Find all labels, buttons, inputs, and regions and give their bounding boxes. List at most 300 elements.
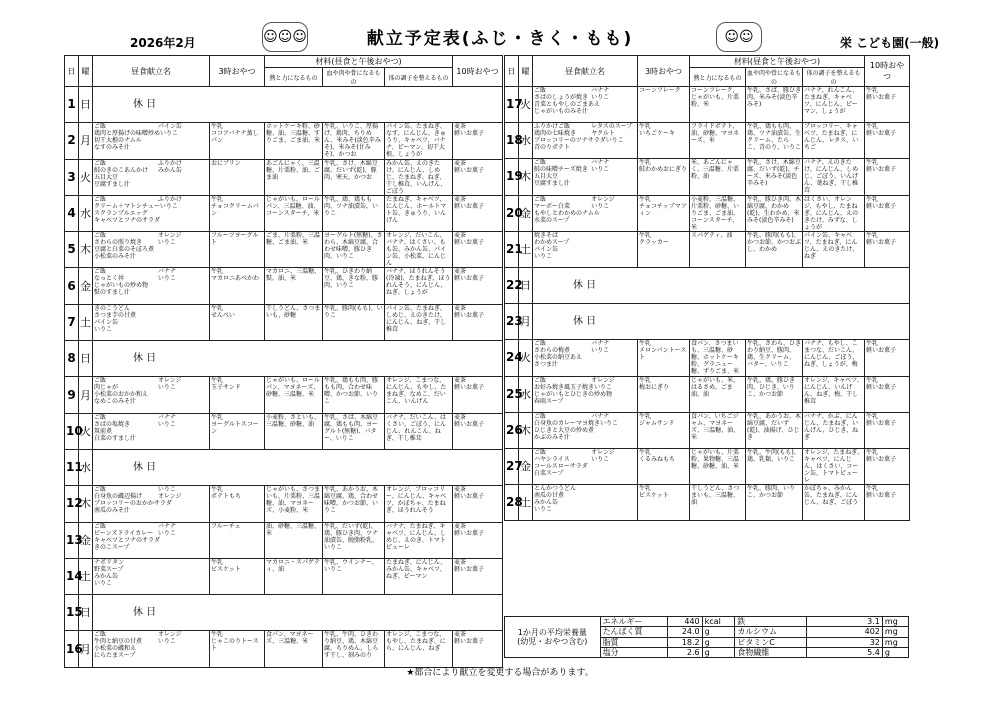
- header-dow: 曜: [79, 56, 93, 87]
- dish-name: 五目大豆: [534, 173, 559, 181]
- body-building-foods: 牛乳、ひきわり納豆、鶏、きな粉、豚肉、いりこ: [323, 268, 385, 304]
- day-number: 25: [505, 376, 519, 412]
- afternoon-snack: おにプリン: [210, 159, 265, 195]
- menu-line: [534, 384, 636, 391]
- side-item: [158, 137, 208, 144]
- nutrient-value: 18.2: [667, 637, 702, 647]
- side-item: [591, 361, 636, 368]
- day-row: [505, 448, 910, 484]
- menu-cell: [533, 231, 638, 267]
- dish-name: 小松菜の納豆あえ: [534, 354, 583, 362]
- nutrient-unit: mg: [882, 637, 908, 647]
- day-number: 8: [65, 341, 79, 377]
- day-of-week: 火: [79, 413, 93, 449]
- afternoon-snack: 牛乳 玉子サンド: [210, 377, 265, 413]
- side-item: [158, 319, 208, 326]
- side-item: [591, 217, 636, 224]
- menu-line: [94, 645, 208, 652]
- menu-line: [94, 181, 208, 188]
- day-row: [65, 413, 503, 449]
- dish-name: 野菜スープ: [94, 565, 124, 573]
- menu-line: [534, 203, 636, 210]
- body-building-foods: 牛乳、豚肉(もも)、かつお節、かつおぶし、わかめ: [746, 231, 803, 267]
- day-number: 23: [505, 304, 519, 340]
- regulating-foods: オレンジ、だいこん、バナナ、はくさい、もも缶、みかん缶、パイン缶、小松菜、にんじん: [385, 232, 453, 268]
- body-building-foods: 牛乳、あかうお、木綿豆腐、だいず(乾)、油揚げ、ひじき: [746, 412, 803, 448]
- nutrient-value: 440: [667, 617, 702, 627]
- dish-name: 白菜のすまし汁: [94, 434, 137, 442]
- children-illustration-icon: ☺☺☺: [262, 22, 308, 52]
- day-row: [65, 341, 503, 377]
- regulating-foods: はくさい、オレンジ、もやし、たまねぎ、にんじん、えのきたけ、みずな、しょうが: [803, 195, 865, 231]
- day-number: 9: [65, 377, 79, 413]
- afternoon-snack: 牛乳 いちごケーキ: [638, 123, 690, 159]
- menu-cell: [533, 376, 638, 412]
- morning-snack: 麦茶 軽いお菓子: [453, 413, 503, 449]
- menu-line: [94, 210, 208, 217]
- day-of-week: 金: [519, 195, 533, 231]
- side-item: いりこ: [157, 275, 176, 283]
- day-number: 20: [505, 195, 519, 231]
- nutrient-unit: g: [702, 627, 735, 637]
- dish-name: ふりかけご飯: [534, 123, 571, 131]
- side-item: [591, 506, 636, 513]
- morning-snack: 牛乳 軽いお菓子: [865, 123, 910, 159]
- body-building-foods: 牛乳、鶏もも肉、豚もも肉、合わせ味噌、かつお節、いりこ: [323, 377, 385, 413]
- day-row: [65, 486, 503, 522]
- regulating-foods: かぼちゃ、みかん缶、たまねぎ、にんじん、ねぎ、ごぼう: [803, 485, 865, 521]
- day-number: 12: [65, 486, 79, 522]
- side-item: いりこ: [591, 202, 610, 210]
- nutrient-name: 鉄: [735, 617, 807, 627]
- day-row: [505, 87, 910, 123]
- menu-line: [534, 361, 636, 368]
- regulating-foods: バナナ、えのきたけ、にんじん、しめじ、ごぼう、いんげん、葉ねぎ、干し椎茸: [803, 159, 865, 195]
- day-number: 4: [65, 195, 79, 231]
- body-building-foods: 牛乳、ウインナー、いりこ: [323, 558, 385, 594]
- energy-foods: 干しうどん、さつまいも、砂糖: [265, 304, 323, 340]
- menu-line: [534, 377, 636, 384]
- side-item: [591, 232, 636, 239]
- dish-name: 水菜のスープ: [534, 216, 570, 224]
- day-row: [65, 87, 503, 123]
- day-row: [505, 159, 910, 195]
- body-building-foods: 牛乳、牛肉、ひきわり納豆、鶏、木綿豆腐、ちりめん、しらす干し、刻みのり: [323, 631, 385, 667]
- energy-foods: 小麦粉、三温糖、片栗粉、砂糖、いりごま、ごま油、コーンスターチ、米: [690, 195, 746, 231]
- body-building-foods: 牛乳、さば、木綿豆腐、鶏もも肉、ヨーグルト(無糖)、バター、いりこ: [323, 413, 385, 449]
- menu-line: [94, 523, 208, 530]
- header-snack3: 3時おやつ: [210, 56, 265, 87]
- dish-name: お好み焼き風玉子焼き: [534, 383, 595, 391]
- side-item: オレンジ: [157, 631, 182, 639]
- regulating-foods: バナナ、だいこん、はくさい、ごぼう、にんじん、れんこん、ねぎ、干し椎茸: [385, 413, 453, 449]
- menu-cell: [93, 377, 210, 413]
- day-of-week: 水: [519, 123, 533, 159]
- morning-snack: 麦茶 軽いお菓子: [453, 522, 503, 558]
- energy-foods: ホットケーキ粉、砂糖、油、三温糖、すりごま、ごま油、米: [265, 123, 323, 159]
- regulating-foods: パイン缶、キャベツ、たまねぎ、にんじん、えのきたけ、ねぎ: [803, 231, 865, 267]
- side-item: [600, 101, 636, 108]
- dish-name: いりこ: [94, 325, 113, 333]
- dish-name: ご飯: [94, 232, 107, 240]
- regulating-foods: パイン缶、たまねぎ、しめじ、えのきたけ、にんじん、ねぎ、干し椎茸: [385, 304, 453, 340]
- afternoon-snack: 牛乳 マカロニあべかわ: [210, 268, 265, 304]
- dish-name: 筑前煮: [94, 427, 113, 435]
- day-number: 15: [65, 595, 79, 631]
- menu-line: [94, 253, 208, 260]
- dish-name: 白菜スープ: [534, 469, 564, 477]
- menu-cell: [93, 232, 210, 268]
- dish-name: ビーンズドライカレー: [94, 529, 154, 537]
- dish-name: ご飯: [534, 340, 547, 348]
- dish-name: 小松菜のおかか和え: [94, 391, 149, 399]
- menu-cell: [93, 522, 210, 558]
- nutrient-value: 24.0: [667, 627, 702, 637]
- afternoon-snack: 牛乳 鮭わかめおにぎり: [638, 159, 690, 195]
- menu-line: [94, 289, 208, 296]
- side-item: [591, 485, 636, 492]
- day-of-week: 日: [79, 341, 93, 377]
- side-item: [158, 566, 208, 573]
- dish-name: ブロッコリーのおかかサラダ: [94, 500, 172, 508]
- menu-cell: [93, 195, 210, 231]
- body-building-foods: 牛乳、いりこ、厚揚げ、鶏肉、ちりめん、米みそ(淡色辛みそ)、米みそ(甘みそ)、かつお: [323, 123, 385, 159]
- side-item: [160, 217, 208, 224]
- afternoon-snack: コーンフレーク: [638, 87, 690, 123]
- dish-name: わかめスープ: [534, 238, 570, 246]
- day-of-week: 土: [519, 231, 533, 267]
- dish-name: 南瓜のみそ汁: [94, 507, 131, 515]
- dish-name: ご飯: [94, 413, 107, 421]
- dish-name: 肉じゃが: [94, 384, 119, 392]
- day-row: [65, 195, 503, 231]
- menu-line: [94, 580, 208, 587]
- dish-name: 春雨スープ: [534, 397, 564, 405]
- header-snack10: 10時おやつ: [453, 56, 503, 87]
- regulating-foods: パイン缶、たまねぎ、なす、にんじん、きゅうり、キャベツ、バナナ、ピーマン、切干大根、しょうが: [385, 123, 453, 159]
- side-item: バナナ: [591, 412, 610, 420]
- menu-cell: [93, 631, 210, 667]
- side-item: いりこ: [157, 638, 176, 646]
- energy-foods: 食パン、いちごジャム、マヨネーズ、三温糖、油、米: [690, 412, 746, 448]
- side-item: いりこ: [591, 455, 610, 463]
- dish-name: ご飯: [534, 87, 547, 94]
- afternoon-snack: フルーツヨーグルト: [210, 232, 265, 268]
- morning-snack: 牛乳 軽いお菓子: [865, 485, 910, 521]
- morning-snack: 麦茶 軽いお菓子: [453, 232, 503, 268]
- morning-snack: 牛乳 軽いお菓子: [865, 340, 910, 376]
- header-red: 熱と力になるもの: [690, 68, 746, 87]
- energy-foods: ごま、片栗粉、三温糖、ごま油、米: [265, 232, 323, 268]
- dish-name: 南瓜の甘煮: [534, 492, 565, 500]
- nutrition-summary: [504, 616, 909, 658]
- header-red: 熱と力になるもの: [265, 68, 323, 87]
- regulating-foods: ブロッコリー、キャベツ、たまねぎ、にんじん、レタス、いちご: [803, 123, 865, 159]
- morning-snack: 麦茶 軽いお菓子: [453, 631, 503, 667]
- regulating-foods: バナナ、かぶ、にんじん、たまねぎ、いんげん、ひじき、ねぎ: [803, 412, 865, 448]
- body-building-foods: ヨーグルト(無糖)、さわら、木綿豆腐、合わせ味噌、豚ひき肉、いりこ: [323, 232, 385, 268]
- menu-line: [94, 398, 208, 405]
- holiday-label: 休 日: [533, 304, 910, 340]
- menu-line: [534, 217, 636, 224]
- menu-table-right: [504, 55, 910, 521]
- menu-line: [534, 94, 636, 101]
- dish-name: ご飯: [534, 376, 547, 384]
- dish-name: キャベツとツナのサラダ: [94, 536, 160, 544]
- energy-foods: マカロニ、三温糖、麩、油、米: [265, 268, 323, 304]
- dish-name: きのこスープ: [94, 543, 130, 551]
- side-item: [158, 282, 208, 289]
- side-item: [591, 492, 636, 499]
- dish-name: 青のりポテト: [534, 144, 571, 152]
- nutrient-name: エネルギー: [600, 617, 667, 627]
- menu-line: [94, 652, 208, 659]
- day-number: 19: [505, 159, 519, 195]
- dish-name: にらたまスープ: [94, 652, 136, 660]
- morning-snack: 牛乳 軽いお菓子: [865, 195, 910, 231]
- side-item: [158, 391, 208, 398]
- side-item: [591, 253, 636, 260]
- dish-name: キャベツとツナのサラダ: [94, 216, 160, 224]
- dish-name: ハヤシライス: [534, 455, 570, 463]
- side-item: いりこ: [160, 130, 179, 138]
- body-building-foods: 牛乳、さけ、木綿豆腐、だいず(乾)、チーズ、米みそ(淡色辛みそ): [746, 159, 803, 195]
- regulating-foods: バナナ、もやし、こまつな、だいこん、にんじん、ごぼう、ねぎ、しょうが、梅: [803, 340, 865, 376]
- menu-line: [534, 196, 636, 203]
- dish-name: ブロッコリーのツナサラダ: [534, 137, 606, 145]
- day-row: [65, 595, 503, 631]
- side-item: [158, 652, 208, 659]
- energy-foods: 米、あごんにゃく、三温糖、片栗粉、油: [690, 159, 746, 195]
- energy-foods: マカロニ・スパゲティ、油: [265, 558, 323, 594]
- body-building-foods: 牛乳、さば、豚ひき肉、米みそ(淡色辛みそ): [746, 87, 803, 123]
- day-of-week: 月: [519, 304, 533, 340]
- side-item: [591, 470, 636, 477]
- body-building-foods: 牛乳、鶏、鶏もも肉、ツナ油漬缶、いりこ: [323, 195, 385, 231]
- body-building-foods: 牛乳、鶏、豚ひき肉、ひじき、いりこ、かつお節: [746, 376, 803, 412]
- page-title: 献立予定表(ふじ・きく・もも): [366, 29, 634, 49]
- nutrient-name: 食物繊維: [735, 647, 807, 657]
- morning-snack: 麦茶 軽いお菓子: [453, 486, 503, 522]
- body-building-foods: 牛乳、豚ひき肉、木綿豆腐、わかめ(乾)、生わかめ、米みそ(淡色辛みそ): [746, 195, 803, 231]
- morning-snack: 麦茶 軽いお菓子: [453, 195, 503, 231]
- side-item: いりこ: [157, 486, 176, 494]
- dish-name: マーボー白菜: [534, 202, 571, 210]
- body-building-foods: 牛乳、さけ、木綿豆腐、だいず(乾)、豚肉、寒天、かつお: [323, 159, 385, 195]
- menu-line: [94, 544, 208, 551]
- menu-cell: [533, 87, 638, 123]
- regulating-foods: たまねぎ、にんじん、みかん缶、キャベツ、ねぎ、ピーマン: [385, 558, 453, 594]
- dish-name: さつま芋の甘煮: [94, 311, 137, 319]
- day-of-week: 木: [79, 232, 93, 268]
- side-item: オレンジ: [157, 493, 182, 501]
- menu-line: [94, 305, 208, 312]
- day-number: 7: [65, 304, 79, 340]
- school-name: 栄 こども園(一般): [840, 36, 940, 50]
- side-item: バナナ: [157, 268, 176, 276]
- dish-name: コールスローサラダ: [534, 462, 588, 470]
- menu-line: [94, 428, 208, 435]
- header-materials: 材料(昼食と午後おやつ): [690, 56, 865, 68]
- afternoon-snack: 牛乳 ビスケット: [638, 485, 690, 521]
- day-of-week: 木: [519, 159, 533, 195]
- day-number: 22: [505, 267, 519, 303]
- day-row: [505, 376, 910, 412]
- header-green: 体の調子を整えるもの: [803, 68, 865, 87]
- afternoon-snack: 牛乳 梅おにぎり: [638, 376, 690, 412]
- day-row: [65, 449, 503, 485]
- afternoon-snack: 牛乳 ポテトもち: [210, 486, 265, 522]
- dish-name: ご飯: [94, 159, 107, 167]
- holiday-label: 休 日: [93, 341, 503, 377]
- dish-name: かぶのみそ汁: [534, 433, 571, 441]
- day-of-week: 月: [79, 123, 93, 159]
- month-label: 2026年2月: [130, 36, 196, 50]
- side-item: [160, 537, 208, 544]
- side-item: [591, 434, 636, 441]
- energy-foods: じゃがいも、ロールパン、三温糖、油、コーンスターチ、米: [265, 195, 323, 231]
- side-item: [591, 144, 636, 151]
- day-row: [505, 412, 910, 448]
- menu-line: [534, 485, 636, 492]
- side-item: バナナ: [157, 522, 176, 530]
- side-item: ふりかけ: [157, 195, 182, 203]
- day-number: 14: [65, 558, 79, 594]
- menu-line: [534, 413, 636, 420]
- nutrition-label: 1か月の平均栄養量 (幼児・おやつ含む): [505, 617, 601, 658]
- morning-snack: 麦茶 軽いお菓子: [453, 377, 503, 413]
- body-building-foods: 牛乳、鶏もも肉、鶏、ツナ油漬缶、生クリーム、たらこ、青のり、いりこ: [746, 123, 803, 159]
- day-number: 17: [505, 87, 519, 123]
- menu-line: [534, 210, 636, 217]
- menu-cell: [93, 268, 210, 304]
- menu-cell: [533, 123, 638, 159]
- menu-cell: [533, 485, 638, 521]
- regulating-foods: オレンジ、キャベツ、にんじん、いんげん、ねぎ、梅、干し椎茸: [803, 376, 865, 412]
- dish-name: なすのみそ汁: [94, 144, 131, 152]
- menu-line: [534, 246, 636, 253]
- morning-snack: 牛乳 軽いお菓子: [865, 448, 910, 484]
- side-item: [158, 580, 208, 587]
- side-item: [158, 253, 208, 260]
- regulating-foods: バナナ、ほうれんそう(冷凍)、たまねぎ、ほうれんそう、にんじん、ねぎ、しょうが: [385, 268, 453, 304]
- day-of-week: 日: [519, 267, 533, 303]
- menu-line: [534, 108, 636, 115]
- day-of-week: 金: [79, 522, 93, 558]
- side-item: [158, 559, 208, 566]
- morning-snack: 麦茶 軽いお菓子: [453, 304, 503, 340]
- dish-name: さばのしょうが焼き: [534, 94, 589, 101]
- afternoon-snack: 牛乳 クラッカー: [638, 231, 690, 267]
- day-of-week: 火: [79, 159, 93, 195]
- day-number: 3: [65, 159, 79, 195]
- menu-line: [534, 470, 636, 477]
- menu-line: [94, 566, 208, 573]
- dish-name: ご飯: [534, 412, 547, 420]
- day-of-week: 火: [519, 87, 533, 123]
- afternoon-snack: 牛乳 ビスケット: [210, 558, 265, 594]
- holiday-label: 休 日: [93, 595, 503, 631]
- side-item: [158, 507, 208, 514]
- morning-snack: 麦茶 軽いお菓子: [453, 268, 503, 304]
- afternoon-snack: 牛乳 チョコチップマフィン: [638, 195, 690, 231]
- dish-name: ご飯: [534, 195, 547, 203]
- dish-name: ナポリタン: [94, 558, 125, 566]
- side-item: バナナ: [157, 413, 176, 421]
- dish-name: 鮭の味噌チーズ焼き: [534, 166, 588, 174]
- dish-name: さわらの梅煮: [534, 347, 571, 355]
- dish-name: じゃがいもとひじきの炒め物: [534, 390, 613, 398]
- side-item: [591, 239, 636, 246]
- regulating-foods: オレンジ、こまつな、もやし、たまねぎ、にら、にんじん、ねぎ: [385, 631, 453, 667]
- dish-name: なっとく丼: [94, 275, 125, 283]
- energy-foods: スパゲティ、油: [690, 231, 746, 267]
- energy-foods: 小麦粉、さといも、三温糖、砂糖、油: [265, 413, 323, 449]
- header-day: 日: [505, 56, 519, 87]
- energy-foods: コーンフレーク、じゃがいも、片栗粉、米: [690, 87, 746, 123]
- day-row: [505, 195, 910, 231]
- side-item: ふりかけ: [157, 159, 182, 167]
- day-number: 10: [65, 413, 79, 449]
- dish-name: 豆腐すまし汁: [534, 180, 571, 188]
- energy-foods: 食パン、マヨネーズ、三温糖、米: [265, 631, 323, 667]
- day-of-week: 木: [519, 412, 533, 448]
- menu-line: [94, 326, 208, 333]
- dish-name: 豆腐すまし汁: [94, 180, 131, 188]
- dish-name: ご飯: [534, 159, 547, 167]
- body-building-foods: 牛乳、さわら、ひきわり納豆、豚肉、鶏、生クリーム、バター、いりこ: [746, 340, 803, 376]
- holiday-label: 休 日: [93, 449, 503, 485]
- dish-name: ご飯: [94, 268, 107, 276]
- side-item: オレンジ: [591, 195, 615, 203]
- header-menu: 昼食献立名: [533, 56, 638, 87]
- side-item: [591, 180, 636, 187]
- side-item: [591, 246, 636, 253]
- header-day: 日: [65, 56, 79, 87]
- day-row: [65, 232, 503, 268]
- energy-foods: 食パン、さつまいも、三温糖、砂糖、ホットケーキ粉、グラニュー糖、ずりごま、米: [690, 340, 746, 376]
- side-item: バナナ: [591, 87, 610, 94]
- day-of-week: 月: [79, 631, 93, 667]
- nutrient-unit: g: [882, 647, 908, 657]
- dish-name: ご飯: [94, 195, 107, 203]
- menu-cell: [533, 159, 638, 195]
- side-item: いりこ: [157, 420, 176, 428]
- dish-name: ご飯: [94, 377, 107, 385]
- header-menu: 昼食献立名: [93, 56, 210, 87]
- menu-cell: [93, 413, 210, 449]
- header-materials: 材料(昼食と午後おやつ): [265, 56, 453, 68]
- side-item: [158, 326, 208, 333]
- nutrient-value: 402: [806, 627, 882, 637]
- menu-line: [94, 203, 208, 210]
- side-item: [600, 210, 636, 217]
- menu-cell: [93, 159, 210, 195]
- menu-line: [534, 391, 636, 398]
- dish-name: ご飯: [94, 631, 107, 639]
- afternoon-snack: 牛乳 ココアバナナ蒸しパン: [210, 123, 265, 159]
- day-row: [505, 267, 910, 303]
- energy-foods: じゃがいも、米、はるさめ、ごま油、油: [690, 376, 746, 412]
- holiday-label: 休 日: [93, 87, 503, 123]
- afternoon-snack: フルーチェ: [210, 522, 265, 558]
- body-building-foods: 牛乳、豚肉(もも)、いりこ: [323, 304, 385, 340]
- day-row: [65, 268, 503, 304]
- side-item: [591, 108, 636, 115]
- dish-name: いりこ: [534, 252, 553, 260]
- side-item: オレンジ: [157, 232, 182, 240]
- nutrient-name: 塩分: [600, 647, 667, 657]
